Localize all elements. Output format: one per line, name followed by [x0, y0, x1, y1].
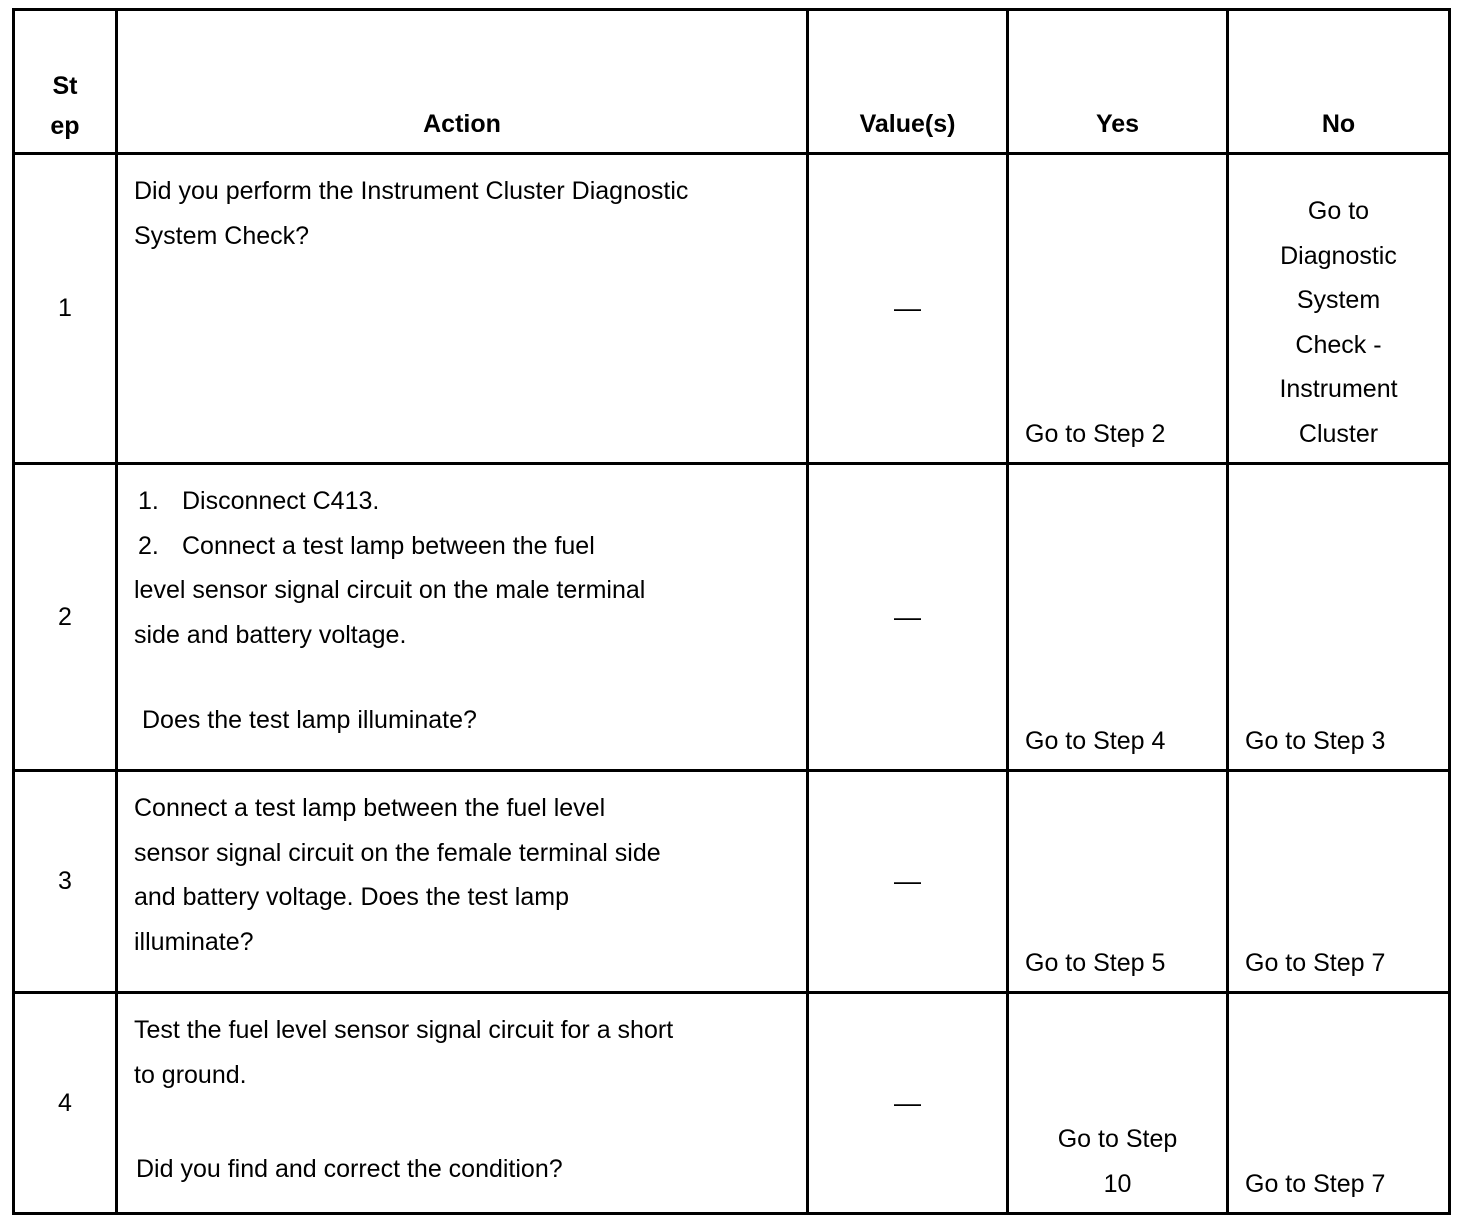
step-number: 1 — [14, 154, 117, 464]
yes-cell: Go to Step 2 — [1008, 154, 1228, 464]
list-item: 1. Disconnect C413. — [138, 487, 380, 515]
table-row — [14, 154, 1450, 464]
action-cell: Test the fuel level sensor signal circuit for a short to ground. Did you find and correct the condition? — [117, 993, 808, 1214]
header-step: St ep — [14, 10, 117, 154]
table-row — [14, 464, 1450, 771]
step-number: 4 — [14, 993, 117, 1214]
step-number: 3 — [14, 771, 117, 993]
value-cell: — — [808, 464, 1008, 771]
no-cell: Go to Step 3 — [1228, 464, 1450, 771]
value-cell: — — [808, 993, 1008, 1214]
header-action: Action — [117, 10, 808, 154]
diagnostic-table — [12, 8, 1451, 1215]
header-row — [14, 10, 1450, 154]
table-row — [14, 993, 1450, 1214]
list-item: 2. Connect a test lamp between the fuel — [138, 531, 595, 560]
action-question: Does the test lamp illuminate? — [142, 706, 477, 734]
table-row — [14, 771, 1450, 993]
yes-cell: Go to Step 10 — [1008, 993, 1228, 1214]
header-no: No — [1228, 10, 1450, 154]
header-yes: Yes — [1008, 10, 1228, 154]
action-cell: Did you perform the Instrument Cluster Diagnostic System Check? — [117, 154, 808, 464]
action-cell: Connect a test lamp between the fuel level sensor signal circuit on the female terminal side and battery voltage. Does the test lamp illuminate? — [117, 771, 808, 993]
no-cell: Go to Step 7 — [1228, 993, 1450, 1214]
yes-cell: Go to Step 5 — [1008, 771, 1228, 993]
value-cell: — — [808, 154, 1008, 464]
value-cell: — — [808, 771, 1008, 993]
header-values: Value(s) — [808, 10, 1008, 154]
step-number: 2 — [14, 464, 117, 771]
action-cell: 1. Disconnect C413. 2. Connect a test lamp between the fuel level sensor signal circuit on the male terminal side and battery voltage. Does the test lamp illuminate? — [117, 464, 808, 771]
no-cell: Go to Step 7 — [1228, 771, 1450, 993]
action-question: Did you find and correct the condition? — [136, 1155, 563, 1183]
no-cell: Go to Diagnostic System Check - Instrument Cluster — [1228, 154, 1450, 464]
yes-cell: Go to Step 4 — [1008, 464, 1228, 771]
